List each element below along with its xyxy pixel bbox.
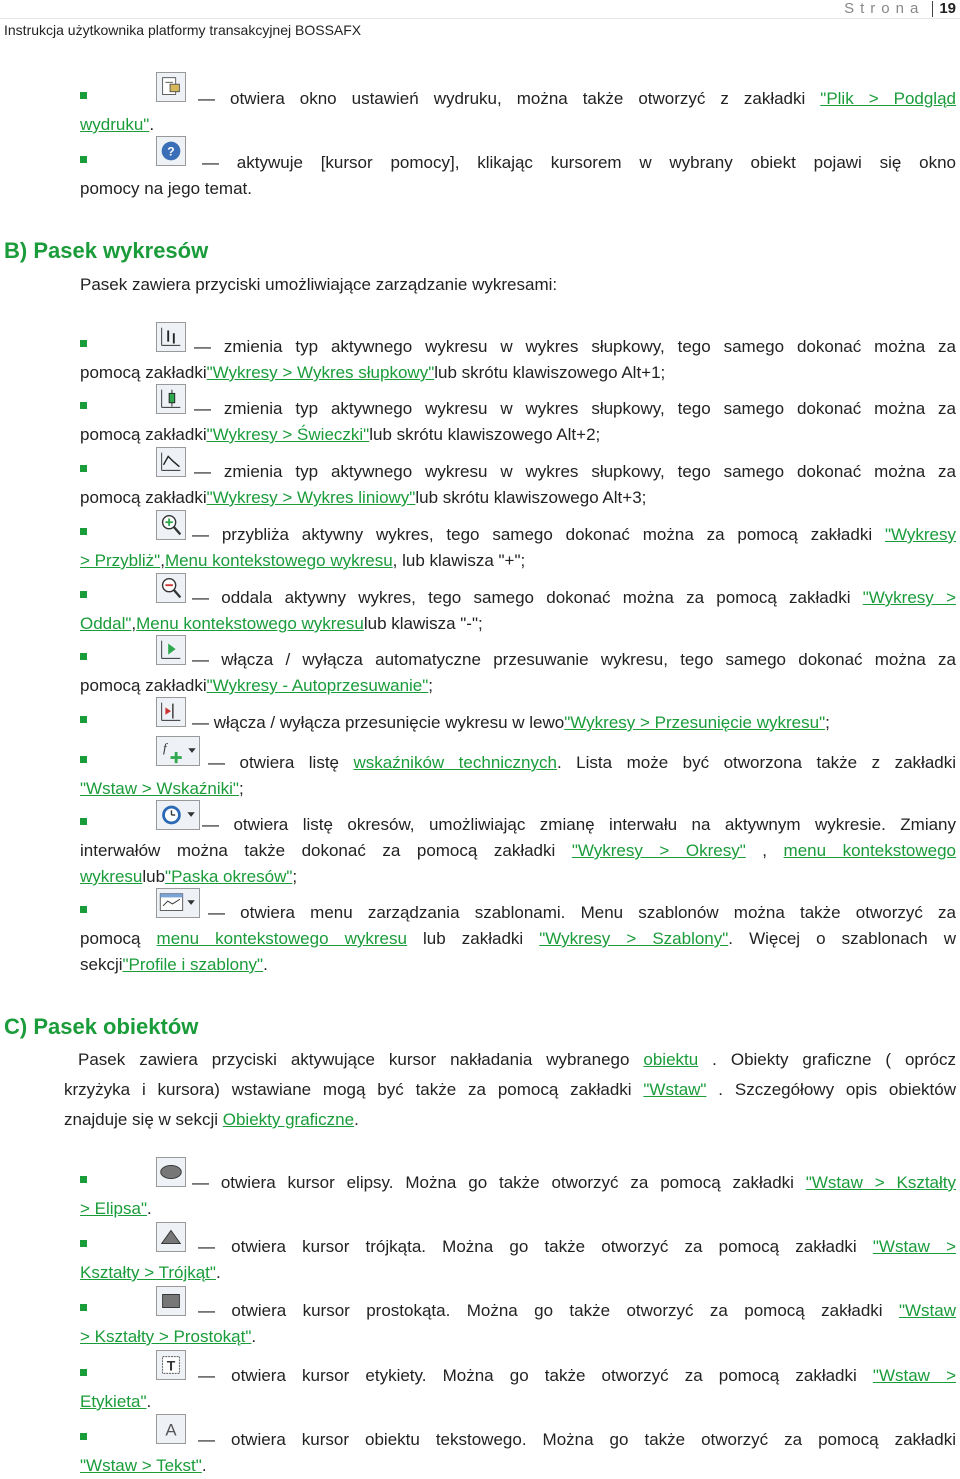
item-text: pomocą zakładki	[80, 676, 207, 695]
item-text: pomocą zakładki	[80, 425, 207, 444]
intro-text: krzyżyka i kursora) wstawiane mogą być także za pomocą zakładki	[64, 1080, 644, 1099]
item-text: — otwiera okno ustawień wydruku, można także otworzyć z zakładki	[198, 89, 821, 108]
bullet	[80, 340, 87, 347]
item-text: .	[201, 1456, 207, 1475]
list-item	[80, 585, 956, 637]
item-text: . Lista może być otworzona także z zakładki	[556, 753, 957, 772]
list-item	[80, 1427, 956, 1479]
item-text: ;	[292, 867, 298, 886]
section-b-intro: Pasek zawiera przyciski umożliwiające zarządzanie wykresami:	[80, 275, 558, 294]
link-wstaw[interactable]: "Wstaw	[898, 1301, 956, 1320]
link-prostokat[interactable]: > Kształty > Prostokąt"	[80, 1327, 252, 1346]
link-elipsa[interactable]: > Elipsa"	[80, 1199, 147, 1218]
section-c-title: C) Pasek obiektów	[4, 1014, 199, 1039]
link-etykieta[interactable]: Etykieta"	[80, 1392, 147, 1411]
bullet	[80, 591, 87, 598]
item-text: ,	[131, 614, 137, 633]
item-text: pomocą zakładki	[80, 488, 207, 507]
item-text: , lub klawisza "+";	[392, 551, 526, 570]
svg-text:f: f	[163, 739, 167, 755]
link-wstaw[interactable]: "Wstaw >	[872, 1237, 957, 1256]
list-item	[80, 1170, 956, 1222]
page-word: Strona	[844, 0, 925, 17]
item-text: — otwiera listę okresów, umożliwiając zmianę interwału na aktywnym wykresie. Zmiany	[202, 815, 956, 834]
link-autoprzesuwanie[interactable]: "Wykresy - Autoprzesuwanie"	[206, 676, 429, 695]
link-przesuniecie-wykresu[interactable]: "Wykresy > Przesunięcie wykresu"	[564, 713, 826, 732]
list-item	[80, 710, 956, 736]
item-text: .	[263, 955, 268, 974]
list-item	[80, 750, 956, 802]
bullet	[80, 1433, 87, 1440]
item-text: ,	[745, 841, 784, 860]
item-text: .	[215, 1263, 221, 1282]
link-wykresy[interactable]: "Wykresy >	[862, 588, 956, 607]
bullet	[80, 653, 87, 660]
page-separator	[932, 1, 933, 17]
list-item	[80, 396, 956, 448]
item-text: . Więcej o szablonach w	[728, 929, 956, 948]
link-oddal[interactable]: Oddal"	[80, 614, 132, 633]
bullet	[80, 465, 87, 472]
bullet	[80, 716, 87, 723]
link-przybliz[interactable]: > Przybliż"	[80, 551, 161, 570]
item-text: — otwiera kursor etykiety. Można go także otworzyć za pomocą zakładki	[198, 1366, 873, 1385]
item-text: .	[149, 115, 155, 134]
intro-text: . Obiekty graficzne ( oprócz	[698, 1050, 956, 1069]
link-wstaw-tekst[interactable]: "Wstaw > Tekst"	[80, 1456, 202, 1475]
link-wstaw[interactable]: "Wstaw"	[643, 1080, 707, 1099]
bullet	[80, 818, 87, 825]
list-item	[80, 900, 956, 978]
intro-text: Pasek zawiera przyciski aktywujące kursor nakładania wybranego	[78, 1050, 644, 1069]
list-item	[80, 647, 956, 699]
list-item	[80, 334, 956, 386]
item-text: — włącza / wyłącza automatyczne przesuwanie wykresu, tego samego dokonać można za	[192, 650, 956, 669]
bullet	[80, 1369, 87, 1376]
item-text: — aktywuje [kursor pomocy], klikając kursorem w wybrany obiekt pojawi się okno	[202, 153, 956, 172]
link-menu-kontekstowe[interactable]: Menu kontekstowego wykresu	[164, 551, 393, 570]
item-text: — zmienia typ aktywnego wykresu w wykres słupkowy, tego samego dokonać można za	[194, 462, 956, 481]
item-text: .	[147, 1199, 152, 1218]
link-wstaw[interactable]: "Wstaw >	[872, 1366, 957, 1385]
item-text: .	[251, 1327, 257, 1346]
bullet	[80, 402, 87, 409]
item-text: ;	[428, 676, 434, 695]
link-wskazniki-techniczne[interactable]: wskaźników technicznych	[353, 753, 557, 772]
text-icon-letter: A	[165, 1420, 177, 1440]
link-wstaw-wskazniki[interactable]: "Wstaw > Wskaźniki"	[80, 779, 239, 798]
intro-text: znajduje się w sekcji	[64, 1110, 223, 1129]
link-menu-kontekstowe[interactable]: Menu kontekstowego wykresu	[136, 614, 364, 633]
item-text: — otwiera menu zarządzania szablonami. Menu szablonów można także otworzyć za	[208, 903, 956, 922]
item-text: pomocą	[80, 929, 157, 948]
list-item	[80, 1363, 956, 1415]
bullet	[80, 528, 87, 535]
item-text: ,	[160, 551, 165, 570]
intro-text: . Szczegółowy opis obiektów	[706, 1080, 957, 1099]
document-title: Instrukcja użytkownika platformy transakcyjnej BOSSAFX	[4, 22, 362, 38]
item-text: — zmienia typ aktywnego wykresu w wykres słupkowy, tego samego dokonać można za	[194, 337, 956, 356]
intro-text: .	[354, 1110, 359, 1129]
bullet	[80, 1304, 87, 1311]
list-item	[80, 1298, 956, 1350]
item-text: — otwiera kursor elipsy. Można go także otworzyć za pomocą zakładki	[192, 1173, 806, 1192]
link-wykresu[interactable]: wykresu	[80, 867, 143, 886]
link-paska-okresow[interactable]: "Paska okresów"	[165, 867, 293, 886]
header-rule	[0, 18, 960, 19]
list-item	[80, 86, 956, 138]
link-menu-kontekstowe[interactable]: menu kontekstowego	[783, 841, 957, 860]
link-wstaw-ksztalty[interactable]: "Wstaw > Kształty	[805, 1173, 956, 1192]
bullet	[80, 1176, 87, 1183]
page-number: 19	[939, 0, 956, 17]
label-icon-letter: T	[166, 1357, 176, 1374]
link-szablony[interactable]: "Wykresy > Szablony"	[539, 929, 729, 948]
link-swieczki[interactable]: "Wykresy > Świeczki"	[206, 425, 370, 444]
link-okresy[interactable]: "Wykresy > Okresy"	[571, 841, 746, 860]
section-c-intro	[64, 1045, 956, 1135]
section-b-title: B) Pasek wykresów	[4, 238, 209, 263]
link-obiekty-graficzne[interactable]: Obiekty graficzne	[222, 1110, 355, 1129]
item-text: lub	[142, 867, 166, 886]
item-text: sekcji	[80, 955, 123, 974]
svg-text:?: ?	[167, 144, 175, 159]
link-plik-podglad[interactable]: "Plik > Podgląd	[820, 89, 956, 108]
list-item	[80, 150, 956, 202]
item-text: — włącza / wyłącza przesunięcie wykresu w lewo	[192, 713, 565, 732]
list-item	[80, 812, 956, 890]
item-text: pomocą zakładki	[80, 363, 207, 382]
link-profile-szablony[interactable]: "Profile i szablony"	[122, 955, 264, 974]
item-text: lub skrótu klawiszowego Alt+1;	[434, 363, 666, 382]
item-text: lub zakładki	[406, 929, 540, 948]
item-text: — oddala aktywny wykres, tego samego dokonać można za pomocą zakładki	[192, 588, 863, 607]
bullet	[80, 906, 87, 913]
link-wydruku[interactable]: wydruku"	[80, 115, 150, 134]
link-wykres-slupkowy[interactable]: "Wykresy > Wykres słupkowy"	[206, 363, 435, 382]
item-text: interwałów można także dokonać za pomocą zakładki	[80, 841, 572, 860]
link-trojkat[interactable]: Kształty > Trójkąt"	[80, 1263, 216, 1282]
bullet	[80, 1240, 87, 1247]
page-number-box	[844, 0, 956, 17]
item-text: — otwiera listę	[208, 753, 354, 772]
item-text: lub skrótu klawiszowego Alt+3;	[415, 488, 647, 507]
item-text: lub skrótu klawiszowego Alt+2;	[369, 425, 601, 444]
bullet	[80, 756, 87, 763]
item-text: pomocy na jego temat.	[80, 179, 252, 198]
bullet	[80, 92, 87, 99]
item-text: ;	[238, 779, 244, 798]
item-text: — przybliża aktywny wykres, tego samego dokonać można za pomocą zakładki	[192, 525, 885, 544]
link-menu-kontekstowe[interactable]: menu kontekstowego wykresu	[156, 929, 407, 948]
list-item	[80, 1234, 956, 1286]
item-text: — otwiera kursor obiektu tekstowego. Można go także otworzyć za pomocą zakładki	[198, 1430, 956, 1449]
item-text: — otwiera kursor trójkąta. Można go także otworzyć za pomocą zakładki	[198, 1237, 873, 1256]
list-item	[80, 459, 956, 511]
item-text: lub klawisza "-";	[363, 614, 483, 633]
list-item	[80, 522, 956, 574]
item-text: ;	[825, 713, 830, 732]
link-obiektu[interactable]: obiektu	[643, 1050, 699, 1069]
link-wykresy[interactable]: "Wykresy	[884, 525, 956, 544]
item-text: .	[146, 1392, 152, 1411]
bullet	[80, 156, 87, 163]
link-wykres-liniowy[interactable]: "Wykresy > Wykres liniowy"	[206, 488, 416, 507]
item-text: — zmienia typ aktywnego wykresu w wykres słupkowy, tego samego dokonać można za	[194, 399, 956, 418]
item-text: — otwiera kursor prostokąta. Można go także otworzyć za pomocą zakładki	[198, 1301, 899, 1320]
